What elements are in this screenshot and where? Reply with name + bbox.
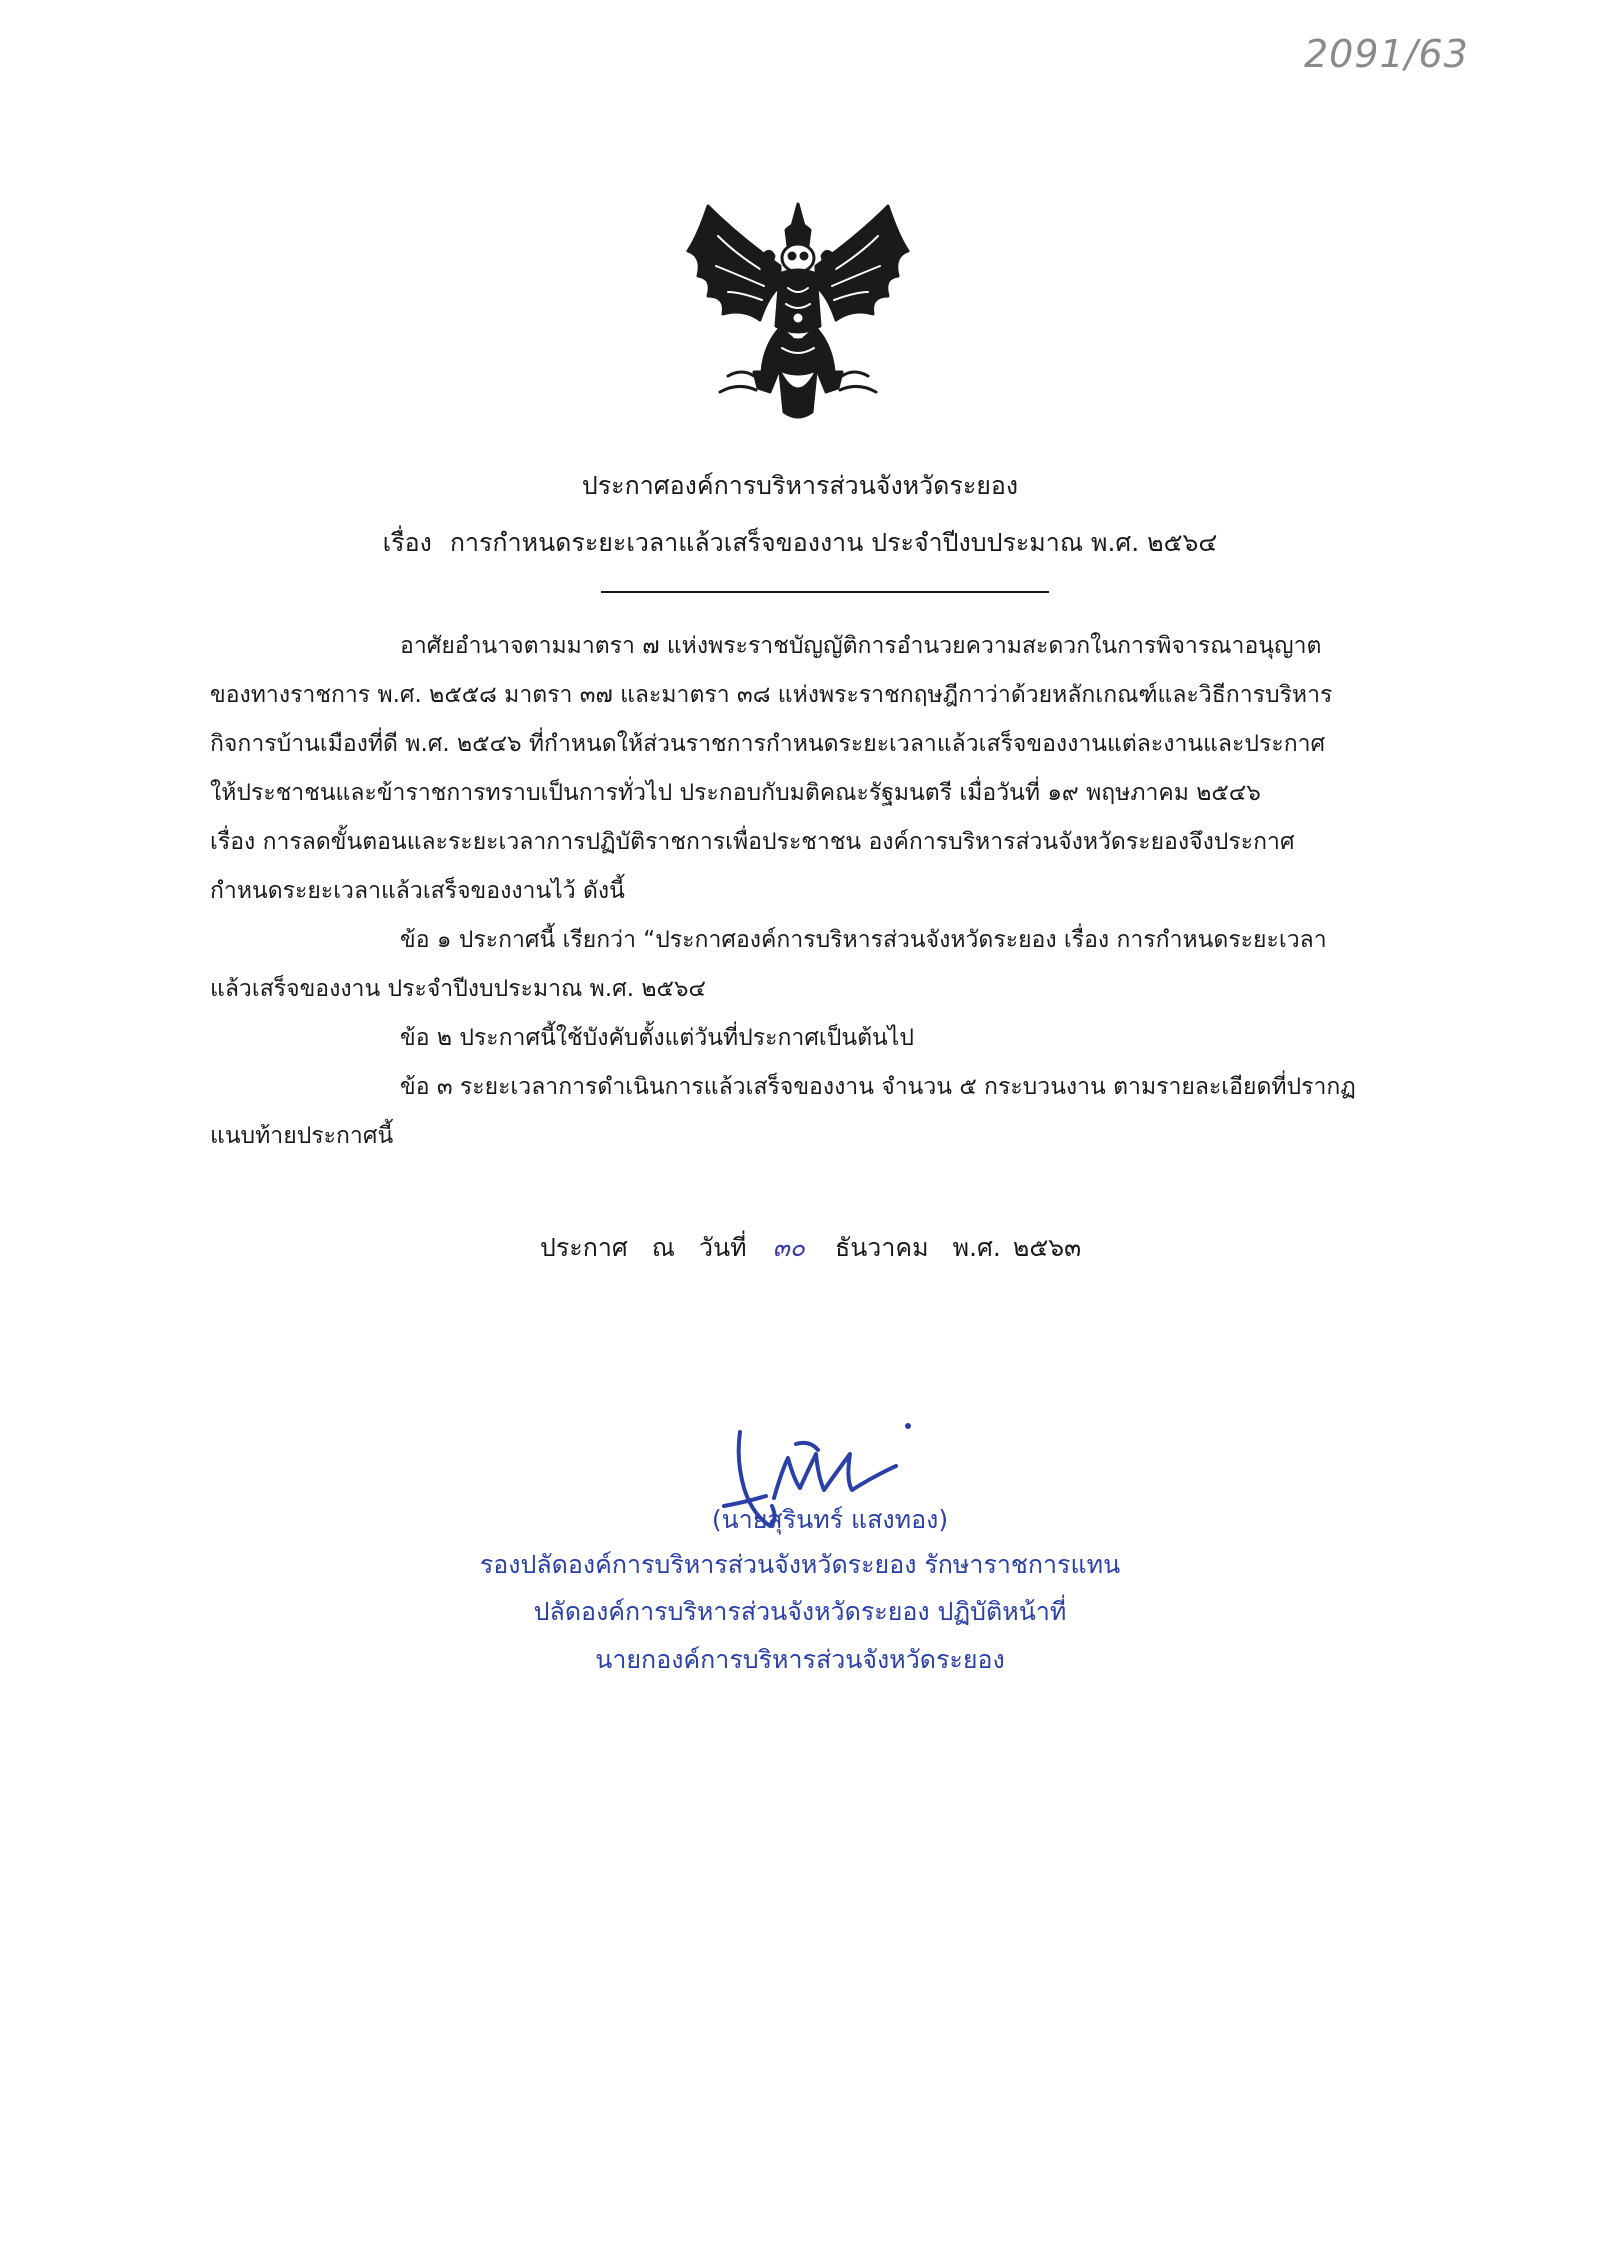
clause-1-line-2: แล้วเสร็จของงาน ประจำปีงบประมาณ พ.ศ. ๒๕๖๔	[210, 976, 706, 1002]
title-divider	[601, 591, 1049, 593]
date-year: ๒๕๖๓	[1012, 1233, 1082, 1262]
preamble-line-2: ของทางราชการ พ.ศ. ๒๕๕๘ มาตรา ๓๗ และมาตรา ๓๘ แห่งพระราชกฤษฎีกาว่าด้วยหลักเกณฑ์และวิธีการบริหาร	[210, 682, 1333, 708]
preamble-line-5: เรื่อง การลดขั้นตอนและระยะเวลาการปฏิบัติราชการเพื่อประชาชน องค์การบริหารส่วนจังหวัดระยองจึงประกาศ	[210, 829, 1295, 855]
announcement-subject	[0, 523, 1600, 563]
announcement-date	[540, 1228, 1081, 1268]
preamble-line-4: ให้ประชาชนและข้าราชการทราบเป็นการทั่วไป ประกอบกับมติคณะรัฐมนตรี เมื่อวันที่ ๑๙ พฤษภาคม ๒๕๔๖	[210, 780, 1261, 806]
date-announce-word: ประกาศ	[540, 1233, 628, 1262]
preamble-line-3: กิจการบ้านเมืองที่ดี พ.ศ. ๒๕๔๖ ที่กำหนดให้ส่วนราชการกำหนดระยะเวลาแล้วเสร็จของงานแต่ละงานและประกาศ	[210, 731, 1326, 757]
date-at-word: ณ	[651, 1233, 675, 1262]
date-day-value: ๓๐	[772, 1233, 805, 1262]
handwritten-reference-number: 2091/63	[1304, 32, 1469, 76]
clause-1-line-1: ข้อ ๑ ประกาศนี้ เรียกว่า “ประกาศองค์การบริหารส่วนจังหวัดระยอง เรื่อง การกำหนดระยะเวลา	[400, 927, 1327, 953]
subject-text: การกำหนดระยะเวลาแล้วเสร็จของงาน ประจำปีงบประมาณ พ.ศ. ๒๕๖๔	[449, 528, 1218, 557]
subject-label: เรื่อง	[382, 528, 432, 557]
preamble-line-1: อาศัยอำนาจตามมาตรา ๗ แห่งพระราชบัญญัติการอำนวยความสะดวกในการพิจารณาอนุญาต	[400, 633, 1322, 659]
date-day-label: วันที่	[698, 1233, 747, 1262]
announcement-title: ประกาศองค์การบริหารส่วนจังหวัดระยอง	[581, 471, 1019, 500]
signatory-position-line-3: นายกองค์การบริหารส่วนจังหวัดระยอง	[595, 1645, 1005, 1674]
garuda-emblem-icon	[668, 196, 928, 426]
date-era: พ.ศ.	[952, 1233, 1001, 1262]
date-month: ธันวาคม	[834, 1233, 929, 1262]
signatory-position-line-1: รองปลัดองค์การบริหารส่วนจังหวัดระยอง รักษาราชการแทน	[479, 1550, 1121, 1579]
clause-2: ข้อ ๒ ประกาศนี้ใช้บังคับตั้งแต่วันที่ประกาศเป็นต้นไป	[400, 1025, 914, 1051]
clause-3-line-2: แนบท้ายประกาศนี้	[210, 1123, 394, 1149]
preamble-line-6: กำหนดระยะเวลาแล้วเสร็จของงานไว้ ดังนี้	[210, 878, 625, 904]
clause-3-line-1: ข้อ ๓ ระยะเวลาการดำเนินการแล้วเสร็จของงาน จำนวน ๕ กระบวนงาน ตามรายละเอียดที่ปรากฏ	[400, 1074, 1356, 1100]
signatory-position-line-2: ปลัดองค์การบริหารส่วนจังหวัดระยอง ปฏิบัติหน้าที่	[533, 1597, 1067, 1626]
signatory-name: (นายสุรินทร์ แสงทอง)	[711, 1505, 949, 1534]
